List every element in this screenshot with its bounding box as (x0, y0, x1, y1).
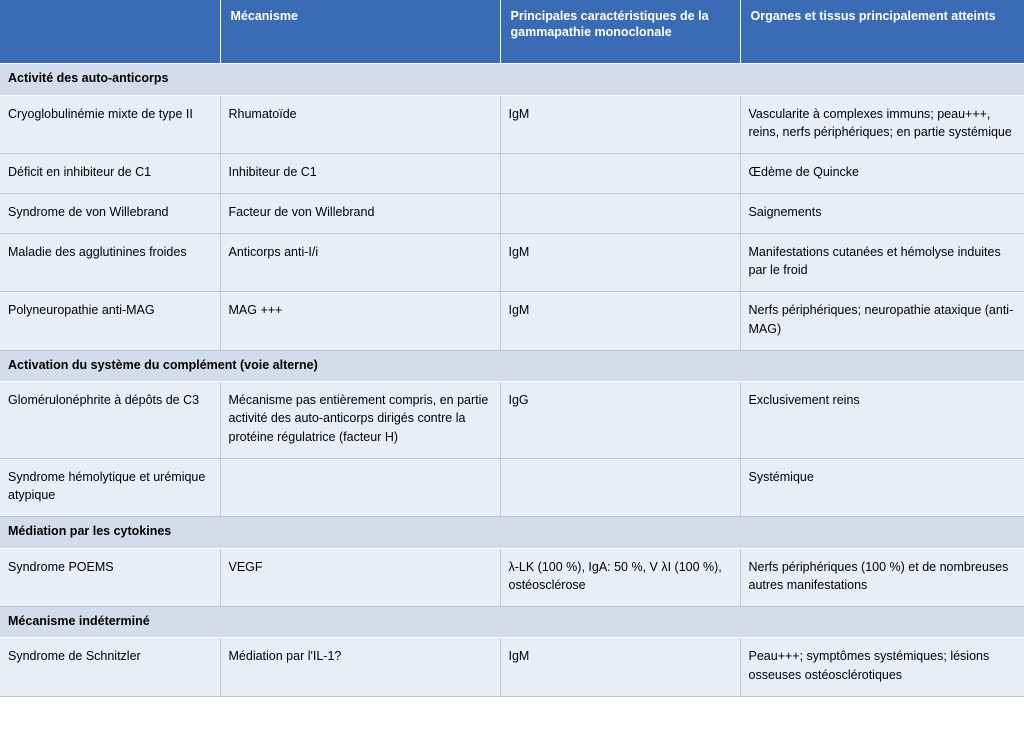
row-features (500, 194, 740, 234)
table-body (0, 64, 1024, 697)
row-entity-name: Syndrome de von Willebrand (0, 194, 220, 234)
section-header-row (0, 350, 1024, 382)
column-header-mechanism: Mécanisme (220, 0, 500, 64)
table-row (0, 458, 1024, 516)
table-row (0, 292, 1024, 350)
row-features (500, 153, 740, 193)
row-features: λ-LK (100 %), IgA: 50 %, V λI (100 %), ostéosclérose (500, 548, 740, 606)
row-organs: Saignements (740, 194, 1024, 234)
row-features: IgM (500, 234, 740, 292)
row-mechanism: Médiation par l'IL-1? (220, 638, 500, 696)
column-header-entity (0, 0, 220, 64)
row-organs: Œdème de Quincke (740, 153, 1024, 193)
section-title: Activité des auto-anticorps (0, 64, 1024, 96)
section-title: Mécanisme indéterminé (0, 606, 1024, 638)
row-organs: Vascularite à complexes immuns; peau+++, reins, nerfs périphériques; en partie systémique (740, 95, 1024, 153)
table-header (0, 0, 1024, 64)
row-features: IgG (500, 382, 740, 458)
row-entity-name: Polyneuropathie anti-MAG (0, 292, 220, 350)
row-features: IgM (500, 638, 740, 696)
row-mechanism: Rhumatoïde (220, 95, 500, 153)
table-row (0, 548, 1024, 606)
row-features: IgM (500, 292, 740, 350)
row-organs: Nerfs périphériques; neuropathie ataxique (anti-MAG) (740, 292, 1024, 350)
row-organs: Systémique (740, 458, 1024, 516)
row-entity-name: Syndrome hémolytique et urémique atypique (0, 458, 220, 516)
section-header-row (0, 64, 1024, 96)
section-header-row (0, 516, 1024, 548)
section-title: Activation du système du complément (voie alterne) (0, 350, 1024, 382)
section-header-row (0, 606, 1024, 638)
row-organs: Peau+++; symptômes systémiques; lésions osseuses ostéosclérotiques (740, 638, 1024, 696)
row-mechanism: VEGF (220, 548, 500, 606)
row-mechanism: Facteur de von Willebrand (220, 194, 500, 234)
row-mechanism (220, 458, 500, 516)
table-row (0, 234, 1024, 292)
row-entity-name: Syndrome de Schnitzler (0, 638, 220, 696)
row-mechanism: Mécanisme pas entièrement compris, en partie activité des auto-anticorps dirigés contre la protéine régulatrice (facteur H) (220, 382, 500, 458)
column-header-features: Principales caractéristiques de la gammapathie monoclonale (500, 0, 740, 64)
row-entity-name: Déficit en inhibiteur de C1 (0, 153, 220, 193)
table-row (0, 95, 1024, 153)
table-row (0, 382, 1024, 458)
column-header-organs: Organes et tissus principalement atteints (740, 0, 1024, 64)
row-features: IgM (500, 95, 740, 153)
row-mechanism: MAG +++ (220, 292, 500, 350)
row-organs: Nerfs périphériques (100 %) et de nombreuses autres manifestations (740, 548, 1024, 606)
table-row (0, 153, 1024, 193)
row-entity-name: Glomérulonéphrite à dépôts de C3 (0, 382, 220, 458)
table-row (0, 638, 1024, 696)
row-entity-name: Maladie des agglutinines froides (0, 234, 220, 292)
row-entity-name: Syndrome POEMS (0, 548, 220, 606)
table-header-row (0, 0, 1024, 64)
row-mechanism: Anticorps anti-I/i (220, 234, 500, 292)
row-mechanism: Inhibiteur de C1 (220, 153, 500, 193)
section-title: Médiation par les cytokines (0, 516, 1024, 548)
row-organs: Exclusivement reins (740, 382, 1024, 458)
row-features (500, 458, 740, 516)
table-row (0, 194, 1024, 234)
row-entity-name: Cryoglobulinémie mixte de type II (0, 95, 220, 153)
row-organs: Manifestations cutanées et hémolyse induites par le froid (740, 234, 1024, 292)
